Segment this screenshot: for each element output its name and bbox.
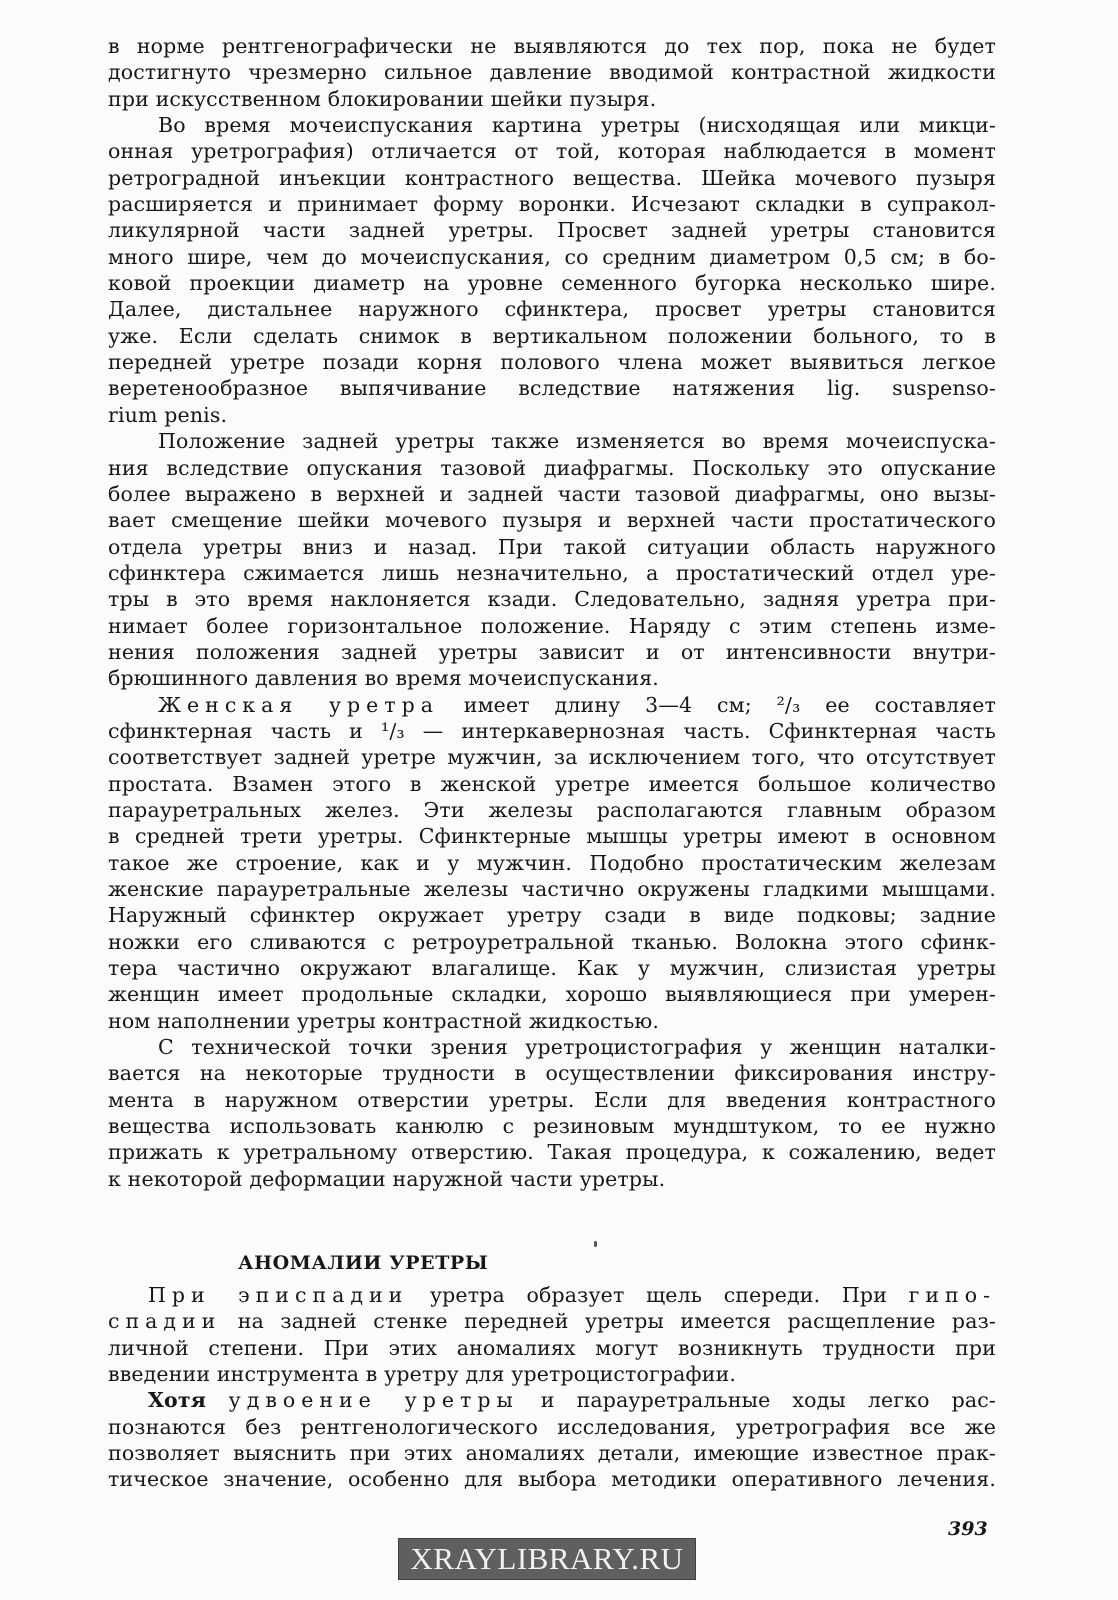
text-line: прижать к уретральному отверстию. Такая процедура, к сожалению, ведет [108,1140,996,1165]
text-line: мента в наружном отверстии уретры. Если для введения контрастного [108,1087,996,1112]
text-line: сфинктерная часть и ¹/₃ — интеркавернозная часть. Сфинктерная часть [108,718,996,743]
text-line: онная уретрография) отличается от той, которая наблюдается в момент [108,139,996,164]
text-line: ния вследствие опускания тазовой диафрагмы. Поскольку это опускание [108,455,996,480]
text-line [108,692,996,718]
inline-text: на задней стенке передней уретры имеется расщепление раз- [221,1309,996,1334]
text-line: сфинктера сжимается лишь незначительно, а простатический отдел уре- [108,560,996,585]
text-line: ретроградной инъекции контрастного вещества. Шейка мочевого пузыря [108,165,996,190]
text-line: rium penis. [108,402,228,427]
inline-text: имеет длину 3—4 см; ²/₃ ее составляет [438,692,996,717]
text-line: вает смещение шейки мочевого пузыря и верхней части простатического [108,508,996,533]
inline-text: уретра образует щель спереди. При [408,1283,909,1307]
text-line: ножки его сливаются с ретроуретральной тканью. Волокна этого сфинк- [108,929,996,954]
spaced-term: гипо- [908,1283,996,1307]
text-line: личной степени. При этих аномалиях могут возникнуть трудности при [108,1335,996,1360]
text-line: Во время мочеиспускания картина уретры (нисходящая или микци- [158,113,996,138]
text-line: Положение задней уретры также изменяется во время мочеиспуска- [158,429,996,454]
text-line: простата. Взамен этого в женской уретре имеется большое количество [108,771,996,796]
text-line: женские парауретральные железы частично окружены гладкими мышцами. [108,877,996,901]
body-text-top [108,33,996,1192]
spaced-term: удвоение уретры [228,1388,519,1413]
text-line: С технической точки зрения уретроцистография у женщин наталки- [158,1035,996,1060]
text-line: женщин имеет продольные складки, хорошо выявляющиеся при умерен- [108,982,996,1007]
text-line: вещества использовать канюлю с резиновым мундштуком, то ее нужно [108,1114,996,1139]
text-line: достигнуто чрезмерно сильное давление вводимой контрастной жидкости [108,60,996,85]
text-line: соответствует задней уретре мужчин, за исключением того, что отсутствует [108,745,996,770]
text-line: брюшинного давления во время мочеиспускания. [108,666,659,691]
inline-text: Хотя [148,1388,229,1413]
text-line: тера частично окружают влагалище. Как у мужчин, слизистая уретры [108,956,996,981]
text-line: при искусственном блокировании шейки пузыря. [108,86,657,111]
text-line: такое же строение, как и у мужчин. Подобно простатическим железам [108,850,996,875]
spaced-term: При эписпадии [148,1283,409,1307]
text-line: веретенообразное выпячивание вследствие натяжения lig. suspenso- [108,376,996,401]
body-text-anomalies [108,1282,996,1493]
text-line: отдела уретры вниз и назад. При такой ситуации область наружного [108,534,996,559]
text-line: вается на некоторые трудности в осуществлении фиксирования инстру- [108,1061,996,1086]
text-line [108,1282,996,1308]
inline-text: и парауретральные ходы легко рас- [518,1388,996,1413]
text-line: нимает более горизонтальное положение. Наряду с этим степень изме- [108,613,996,638]
text-line: более выражено в верхней и задней части тазовой диафрагмы, оно вызы- [108,481,996,506]
text-line: нения положения задней уретры зависит и от интенсивности внутри- [108,639,996,664]
text-line: познаются без рентгенологического исследования, уретрография все же [108,1414,996,1439]
text-line: в средней трети уретры. Сфинктерные мышцы уретры имеют в основном [108,824,996,849]
watermark-banner: XRAYLIBRARY.RU [398,1538,696,1580]
spaced-term: Женская уретра [158,692,439,717]
text-line: Наружный сфинктер окружает уретру сзади в виде подковы; задние [108,903,996,928]
page-number: 393 [948,1518,988,1540]
text-line [108,1308,996,1334]
ink-speck [594,1241,597,1247]
text-line: к некоторой деформации наружной части уретры. [108,1166,666,1191]
text-line: в норме рентгенографически не выявляются до тех пор, пока не будет [108,34,996,58]
text-line: Далее, дистальнее наружного сфинктера, просвет уретры становится [108,297,996,322]
text-line: ликулярной части задней уретры. Просвет задней уретры становится [108,218,996,243]
text-line: передней уретре позади корня полового члена может выявиться легкое [108,350,996,375]
text-line: позволяет выяснить при этих аномалиях детали, имеющие известное прак- [108,1441,996,1466]
text-line: ном наполнении уретры контрастной жидкостью. [108,1008,660,1033]
text-line: парауретральных желез. Эти железы располагаются главным образом [108,797,996,822]
section-heading: АНОМАЛИИ УРЕТРЫ [238,1252,489,1274]
text-line: расширяется и принимает форму воронки. Исчезают складки в супракол- [108,192,996,217]
text-line [108,1387,996,1413]
text-line: введении инструмента в уретру для уретроцистографии. [108,1362,737,1387]
text-line: тры в это время наклоняется кзади. Следовательно, задняя уретра при- [108,587,996,612]
spaced-term: спадии [108,1309,222,1334]
text-line: уже. Если сделать снимок в вертикальном положении больного, то в [108,323,996,348]
text-line: тическое значение, особенно для выбора методики оперативного лечения. [108,1467,996,1492]
text-line: ковой проекции диаметр на уровне семенного бугорка несколько шире. [108,271,996,296]
text-line: много шире, чем до мочеиспускания, со средним диаметром 0,5 см; в бо- [108,244,996,269]
